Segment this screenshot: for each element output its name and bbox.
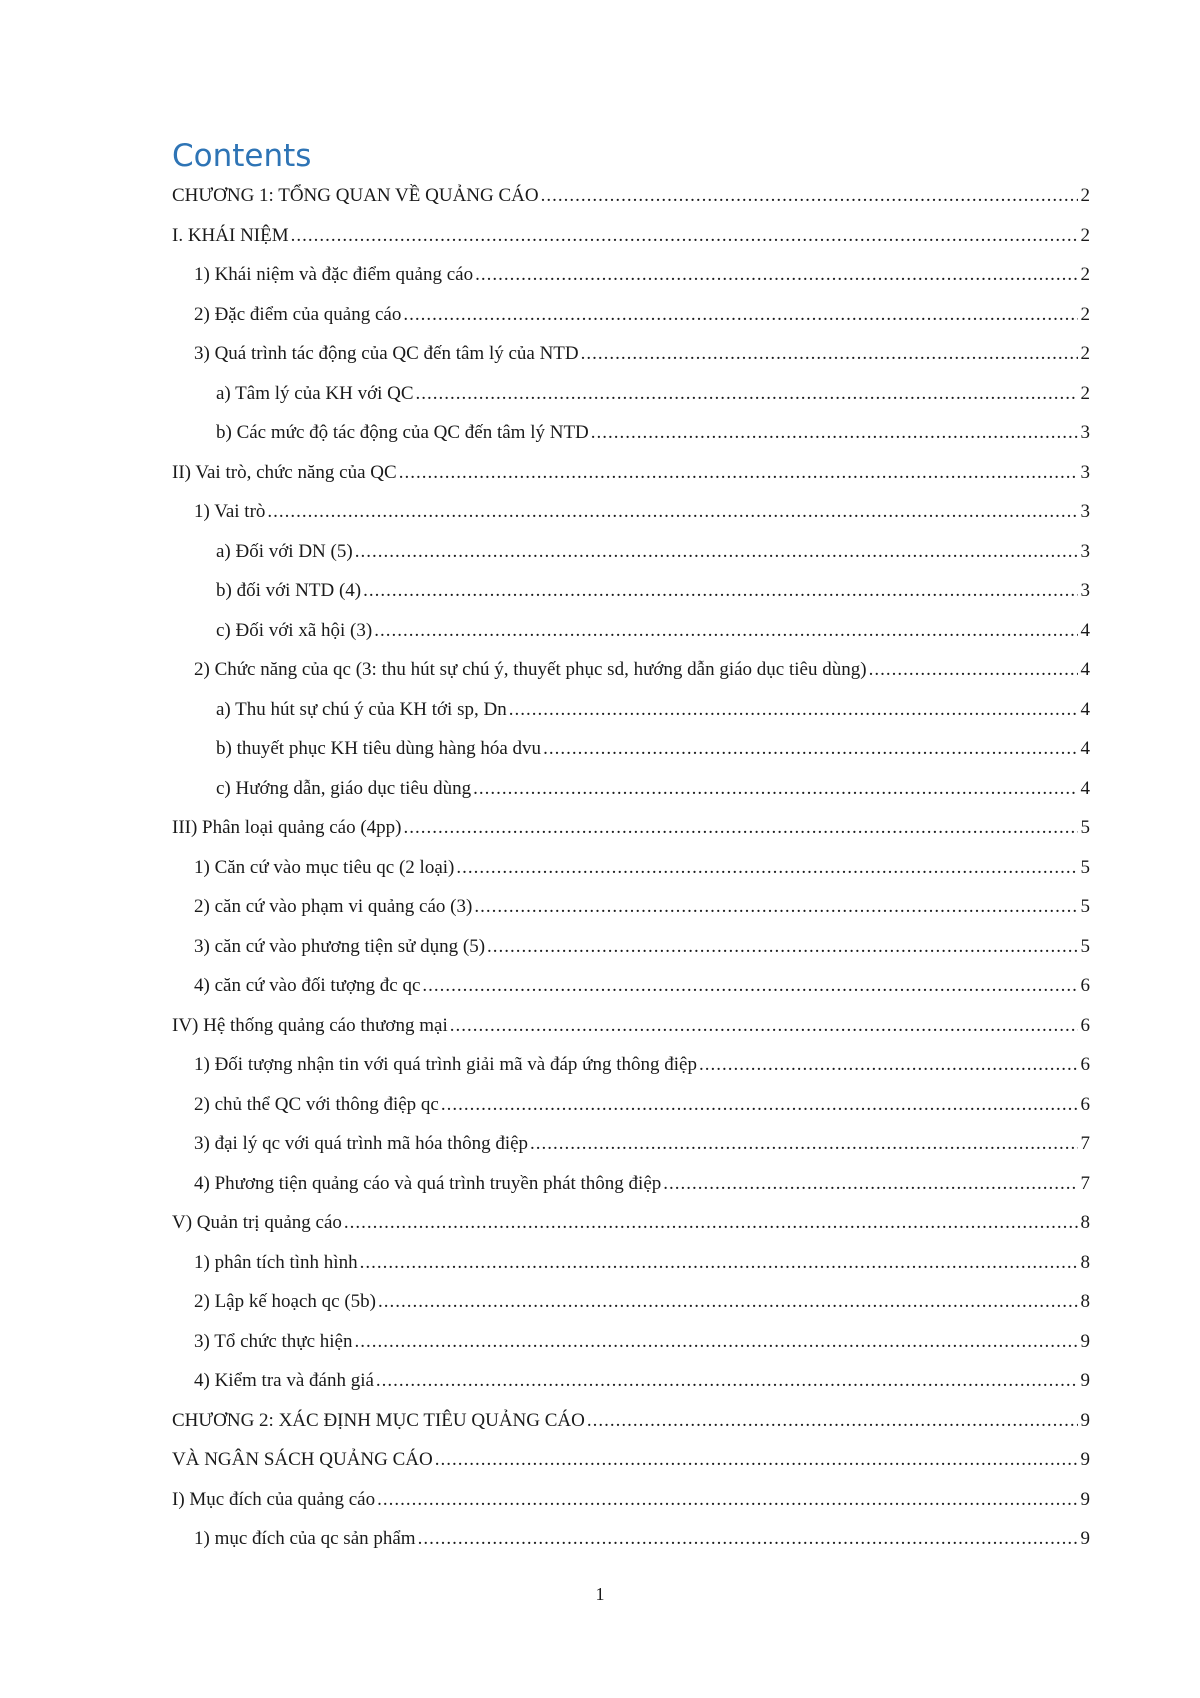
toc-dot-leader xyxy=(474,887,1078,927)
toc-entry-title: V) Quản trị quảng cáo xyxy=(172,1212,342,1233)
toc-entry-page: 3 xyxy=(1080,540,1090,562)
toc-entry[interactable] xyxy=(172,611,1090,651)
toc-entry[interactable] xyxy=(172,334,1090,374)
toc-entry-page: 4 xyxy=(1080,738,1090,759)
toc-dot-leader xyxy=(591,413,1078,453)
toc-entry-page: 3 xyxy=(1080,501,1090,522)
toc-entry[interactable] xyxy=(172,1006,1090,1046)
toc-entry-title: 1) Vai trò xyxy=(194,501,266,522)
toc-entry-page: 7 xyxy=(1080,1133,1090,1154)
toc-dot-leader xyxy=(378,1282,1078,1322)
toc-dot-leader xyxy=(376,1361,1078,1401)
toc-entry-page: 5 xyxy=(1080,856,1090,878)
toc-entry[interactable] xyxy=(172,1085,1090,1125)
toc-dot-leader xyxy=(473,769,1078,809)
toc-entry-page: 7 xyxy=(1080,1172,1090,1194)
toc-entry-title: b) đối với NTD (4) xyxy=(216,580,362,601)
toc-entry[interactable] xyxy=(172,690,1090,730)
toc-entry-title: c) Đối với xã hội (3) xyxy=(216,619,373,641)
toc-entry-page: 4 xyxy=(1080,619,1090,641)
toc-dot-leader xyxy=(441,1085,1078,1125)
toc-entry-title: III) Phân loại quảng cáo (4pp) xyxy=(172,817,402,838)
toc-entry-page: 6 xyxy=(1080,1014,1090,1036)
toc-dot-leader xyxy=(435,1440,1078,1480)
toc-entry-title: 3) đại lý qc với quá trình mã hóa thông điệp xyxy=(194,1133,529,1154)
toc-entry-title: 1) phân tích tình hình xyxy=(194,1251,358,1273)
toc-dot-leader xyxy=(355,532,1078,572)
toc-entry-page: 4 xyxy=(1080,777,1090,799)
toc-dot-leader xyxy=(663,1164,1078,1204)
toc-entry-page: 6 xyxy=(1080,1054,1090,1075)
toc-entry[interactable] xyxy=(172,887,1090,927)
toc-entry-title: II) Vai trò, chức năng của QC xyxy=(172,461,397,483)
toc-entry-page: 2 xyxy=(1080,343,1090,364)
toc-dot-leader xyxy=(354,1322,1078,1362)
toc-dot-leader xyxy=(422,966,1078,1006)
toc-entry[interactable] xyxy=(172,255,1090,295)
toc-entry[interactable] xyxy=(172,1361,1090,1401)
toc-entry-page: 9 xyxy=(1080,1488,1090,1510)
toc-entry-page: 3 xyxy=(1080,461,1090,483)
toc-entry[interactable] xyxy=(172,295,1090,335)
toc-entry[interactable] xyxy=(172,1401,1090,1441)
toc-entry[interactable] xyxy=(172,1203,1090,1243)
toc-entry-page: 3 xyxy=(1080,422,1090,443)
toc-entry-title: 3) căn cứ vào phương tiện sử dụng (5) xyxy=(194,935,486,957)
toc-entry-title: I. KHÁI NIỆM xyxy=(172,224,289,246)
toc-entry-page: 9 xyxy=(1080,1370,1090,1391)
toc-entry-title: 1) mục đích của qc sản phẩm xyxy=(194,1528,416,1549)
toc-dot-leader xyxy=(418,1519,1078,1559)
toc-entry-title: 2) Chức năng của qc (3: thu hút sự chú ý, thuyết phục sd, hướng dẫn giáo dục tiêu dùng) xyxy=(194,659,867,680)
toc-entry-page: 6 xyxy=(1080,975,1090,996)
toc-entry-title: CHƯƠNG 2: XÁC ĐỊNH MỤC TIÊU QUẢNG CÁO xyxy=(172,1409,585,1431)
toc-entry-title: a) Đối với DN (5) xyxy=(216,540,353,562)
toc-entry-title: IV) Hệ thống quảng cáo thương mại xyxy=(172,1014,448,1036)
toc-entry-title: a) Thu hút sự chú ý của KH tới sp, Dn xyxy=(216,698,507,720)
toc-entry-title: 2) chủ thể QC với thông điệp qc xyxy=(194,1093,439,1115)
toc-dot-leader xyxy=(363,571,1078,611)
toc-dot-leader xyxy=(699,1045,1078,1085)
toc-dot-leader xyxy=(291,216,1078,256)
toc-entry[interactable] xyxy=(172,1124,1090,1164)
toc-entry-page: 6 xyxy=(1080,1093,1090,1115)
toc-entry-page: 9 xyxy=(1080,1528,1090,1549)
toc-entry-title: I) Mục đích của quảng cáo xyxy=(172,1488,376,1510)
toc-entry[interactable] xyxy=(172,571,1090,611)
toc-entry[interactable] xyxy=(172,1322,1090,1362)
toc-dot-leader xyxy=(344,1203,1078,1243)
toc-entry-title: 3) Tổ chức thực hiện xyxy=(194,1330,353,1352)
toc-entry[interactable] xyxy=(172,966,1090,1006)
toc-dot-leader xyxy=(487,927,1078,967)
toc-entry-title: a) Tâm lý của KH với QC xyxy=(216,382,414,404)
toc-dot-leader xyxy=(581,334,1078,374)
toc-entry[interactable] xyxy=(172,769,1090,809)
toc-dot-leader xyxy=(374,611,1078,651)
toc-dot-leader xyxy=(456,848,1078,888)
toc-entry-title: 4) Kiểm tra và đánh giá xyxy=(194,1370,374,1391)
toc-entry[interactable] xyxy=(172,650,1090,690)
toc-entry[interactable] xyxy=(172,492,1090,532)
toc-entry-page: 3 xyxy=(1080,580,1090,601)
page-number: 1 xyxy=(595,1584,605,1604)
toc-entry-title: c) Hướng dẫn, giáo dục tiêu dùng xyxy=(216,777,472,799)
toc-entry-title: b) thuyết phục KH tiêu dùng hàng hóa dvu xyxy=(216,738,542,759)
toc-entry[interactable] xyxy=(172,1480,1090,1520)
toc-entry[interactable] xyxy=(172,532,1090,572)
toc-entry[interactable] xyxy=(172,413,1090,453)
toc-entry-title: CHƯƠNG 1: TỔNG QUAN VỀ QUẢNG CÁO xyxy=(172,185,539,206)
toc-entry-page: 2 xyxy=(1080,185,1090,206)
toc-entry-title: 1) Căn cứ vào mục tiêu qc (2 loại) xyxy=(194,856,455,878)
toc-entry-title: VÀ NGÂN SÁCH QUẢNG CÁO xyxy=(172,1449,433,1470)
toc-entry[interactable] xyxy=(172,808,1090,848)
toc-entry[interactable] xyxy=(172,1243,1090,1283)
toc-entry-page: 9 xyxy=(1080,1330,1090,1352)
table-of-contents xyxy=(172,176,1090,1559)
toc-entry[interactable] xyxy=(172,176,1090,216)
toc-entry-page: 4 xyxy=(1080,659,1090,680)
toc-dot-leader xyxy=(509,690,1078,730)
toc-dot-leader xyxy=(541,176,1078,216)
toc-entry-page: 8 xyxy=(1080,1291,1090,1312)
toc-entry-page: 8 xyxy=(1080,1251,1090,1273)
toc-dot-leader xyxy=(869,650,1078,690)
toc-entry[interactable] xyxy=(172,848,1090,888)
toc-dot-leader xyxy=(587,1401,1078,1441)
toc-entry-page: 4 xyxy=(1080,698,1090,720)
toc-entry-title: b) Các mức độ tác động của QC đến tâm lý NTD xyxy=(216,422,589,443)
toc-entry[interactable] xyxy=(172,1440,1090,1480)
toc-dot-leader xyxy=(377,1480,1078,1520)
toc-entry-page: 5 xyxy=(1080,817,1090,838)
toc-entry-title: 4) Phương tiện quảng cáo và quá trình truyền phát thông điệp xyxy=(194,1172,662,1194)
toc-entry[interactable] xyxy=(172,729,1090,769)
toc-entry-page: 5 xyxy=(1080,935,1090,957)
toc-entry-title: 1) Khái niệm và đặc điểm quảng cáo xyxy=(194,264,474,285)
toc-dot-leader xyxy=(543,729,1078,769)
toc-entry-title: 2) Lập kế hoạch qc (5b) xyxy=(194,1291,377,1312)
toc-entry-page: 9 xyxy=(1080,1409,1090,1431)
toc-dot-leader xyxy=(416,374,1078,414)
toc-entry[interactable] xyxy=(172,1164,1090,1204)
toc-dot-leader xyxy=(399,453,1078,493)
toc-dot-leader xyxy=(404,808,1078,848)
toc-dot-leader xyxy=(360,1243,1078,1283)
toc-entry-page: 5 xyxy=(1080,896,1090,917)
toc-entry-page: 9 xyxy=(1080,1449,1090,1470)
toc-dot-leader xyxy=(267,492,1078,532)
toc-entry[interactable] xyxy=(172,1519,1090,1559)
toc-entry-title: 1) Đối tượng nhận tin với quá trình giải mã và đáp ứng thông điệp xyxy=(194,1054,697,1075)
toc-entry[interactable] xyxy=(172,453,1090,493)
toc-entry-title: 2) Đặc điểm của quảng cáo xyxy=(194,303,402,325)
toc-entry-page: 2 xyxy=(1080,224,1090,246)
toc-entry-title: 4) căn cứ vào đối tượng đc qc xyxy=(194,975,421,996)
toc-entry-title: 2) căn cứ vào phạm vi quảng cáo (3) xyxy=(194,896,473,917)
toc-entry-page: 2 xyxy=(1080,264,1090,285)
toc-dot-leader xyxy=(403,295,1078,335)
toc-entry[interactable] xyxy=(172,374,1090,414)
toc-dot-leader xyxy=(530,1124,1078,1164)
toc-entry[interactable] xyxy=(172,216,1090,256)
toc-entry-page: 2 xyxy=(1080,382,1090,404)
toc-heading: Contents xyxy=(172,138,312,174)
toc-entry[interactable] xyxy=(172,1282,1090,1322)
toc-dot-leader xyxy=(450,1006,1078,1046)
toc-dot-leader xyxy=(475,255,1078,295)
toc-entry[interactable] xyxy=(172,1045,1090,1085)
toc-entry-title: 3) Quá trình tác động của QC đến tâm lý của NTD xyxy=(194,343,579,364)
toc-entry[interactable] xyxy=(172,927,1090,967)
toc-entry-page: 8 xyxy=(1080,1212,1090,1233)
toc-entry-page: 2 xyxy=(1080,303,1090,325)
